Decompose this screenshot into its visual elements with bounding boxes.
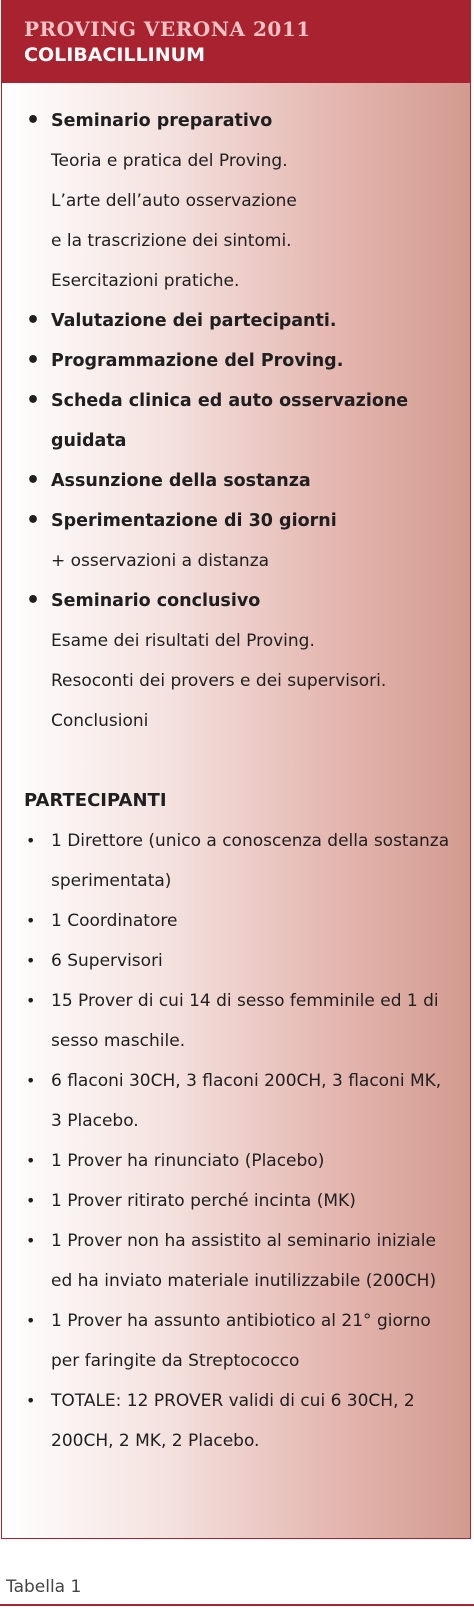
schedule-item-title: • Seminario conclusivo xyxy=(51,591,261,611)
table-content xyxy=(24,101,454,1461)
schedule-item-line: L’arte dell’auto osservazione xyxy=(51,191,297,211)
schedule-item-title: • Valutazione dei partecipanti. xyxy=(51,311,337,331)
proving-table-box xyxy=(1,0,471,1539)
participants-list xyxy=(24,821,454,1461)
schedule-item-line: + osservazioni a distanza xyxy=(51,551,270,571)
participant-item: • 1 Direttore (unico a conoscenza della sostanza sperimentata) xyxy=(24,821,454,901)
table-subtitle: COLIBACILLINUM xyxy=(24,44,205,66)
schedule-item xyxy=(24,341,454,381)
participant-item: • 1 Prover ritirato perché incinta (MK) xyxy=(24,1181,454,1221)
participants-heading: PARTECIPANTI xyxy=(24,790,167,811)
schedule-item-title: • Programmazione del Proving. xyxy=(51,351,344,371)
participant-item: • 1 Prover non ha assistito al seminario iniziale ed ha inviato materiale inutilizzabile (200CH) xyxy=(24,1221,454,1301)
participant-item: • 1 Prover ha assunto antibiotico al 21° giorno per faringite da Streptococco xyxy=(24,1301,454,1381)
participant-item: • TOTALE: 12 PROVER validi di cui 6 30CH, 2 200CH, 2 MK, 2 Placebo. xyxy=(24,1381,454,1461)
schedule-item-line: Esercitazioni pratiche. xyxy=(51,271,240,291)
participant-item: • 1 Prover ha rinunciato (Placebo) xyxy=(24,1141,454,1181)
schedule-list xyxy=(24,101,454,741)
schedule-item-line: Conclusioni xyxy=(51,711,149,731)
participant-item: • 1 Coordinatore xyxy=(24,901,454,941)
participant-item: • 6 Supervisori xyxy=(24,941,454,981)
participant-item: • 6 flaconi 30CH, 3 flaconi 200CH, 3 flaconi MK, 3 Placebo. xyxy=(24,1061,454,1141)
schedule-item-line: Esame dei risultati del Proving. xyxy=(51,631,315,651)
bottom-rule xyxy=(0,1604,474,1606)
schedule-item xyxy=(24,461,454,501)
schedule-item xyxy=(24,301,454,341)
schedule-item-title: • Assunzione della sostanza xyxy=(51,471,311,491)
schedule-item-line: Resoconti dei provers e dei supervisori. xyxy=(51,671,387,691)
schedule-item xyxy=(24,381,454,461)
participant-item: • 15 Prover di cui 14 di sesso femminile ed 1 di sesso maschile. xyxy=(24,981,454,1061)
schedule-item-line: Teoria e pratica del Proving. xyxy=(51,151,288,171)
table-title: PROVING VERONA 2011 xyxy=(24,17,311,41)
schedule-item xyxy=(24,501,454,581)
schedule-item-line: e la trascrizione dei sintomi. xyxy=(51,231,292,251)
table-caption: Tabella 1 xyxy=(6,1577,82,1597)
table-header xyxy=(2,1,470,83)
schedule-item-title: • Sperimentazione di 30 giorni xyxy=(51,511,337,531)
schedule-item xyxy=(24,581,454,741)
schedule-item xyxy=(24,101,454,301)
schedule-item-title: • Seminario preparativo xyxy=(51,111,273,131)
schedule-item-title: • Scheda clinica ed auto osservazione guidata xyxy=(51,391,409,451)
